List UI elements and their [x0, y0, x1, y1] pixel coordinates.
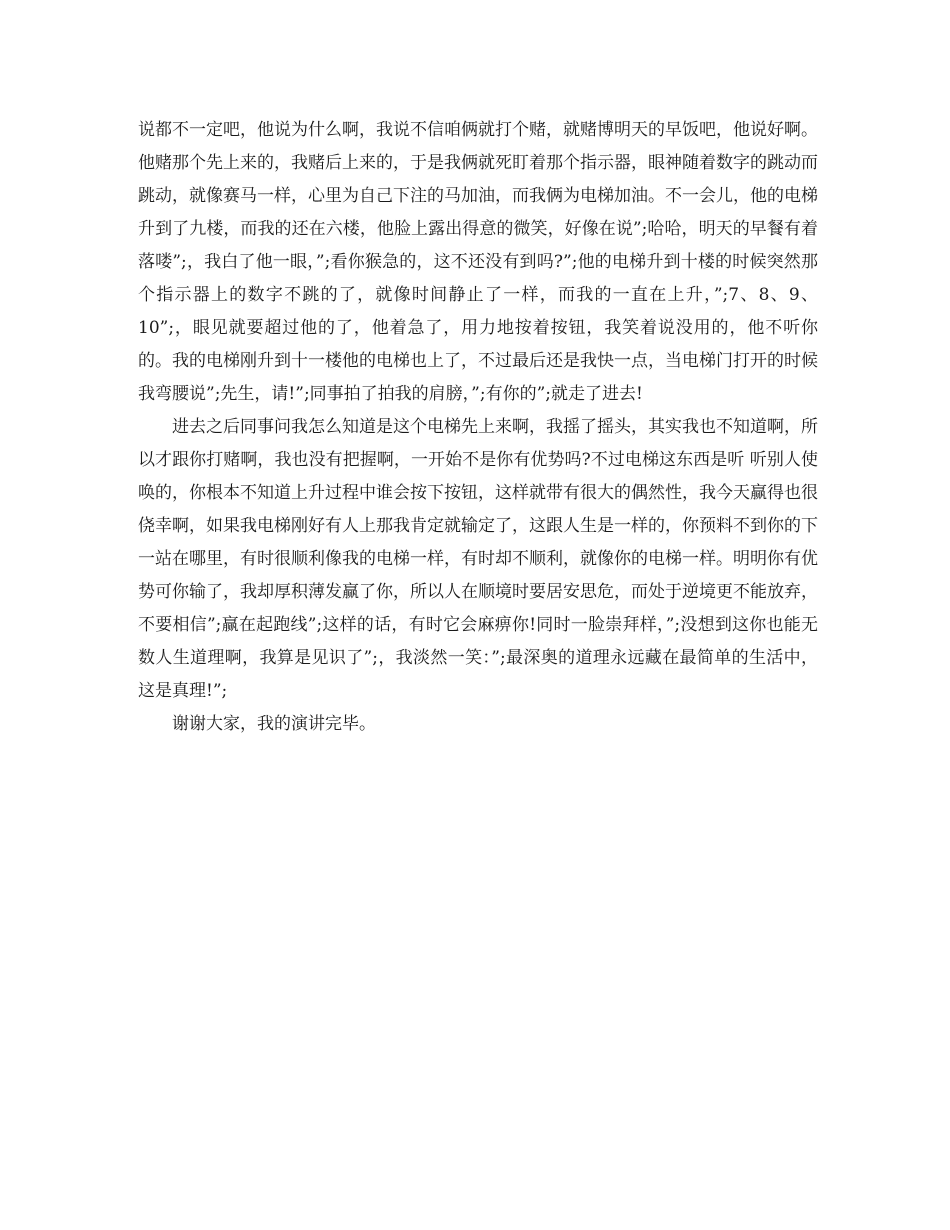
- paragraph-closing: 谢谢大家，我的演讲完毕。: [172, 714, 376, 734]
- paragraph-1: 说都不一定吧，他说为什么啊，我说不信咱俩就打个赌，就赌博明天的早饭吧，他说好啊。他赌那个先上来的，我赌后上来的，于是我俩就死盯着那个指示器，眼神随着数字的跳动而跳动，就像赛马一样，心里为自己下注的马加油，而我俩为电梯加油。不一会儿，他的电梯升到了九楼，而我的还在六楼，他脸上露出得意的微笑，好像在说”;哈哈，明天的早餐有着落喽”;，我白了他一眼，”;看你猴急的，这不还没有到吗?”;他的电梯升到十楼的时候突然那个指示器上的数字不跳的了，就像时间静止了一样，而我的一直在上升，”;7、8、9、10”;，眼见就要超过他的了，他着急了，用力地按着按钮，我笑着说没用的，他不听你的。我的电梯刚升到十一楼他的电梯也上了，不过最后还是我快一点，当电梯门打开的时候我弯腰说”;先生，请!”;同事拍了拍我的肩膀，”;有你的”;就走了进去!: [138, 120, 818, 404]
- paragraph-2: 进去之后同事问我怎么知道是这个电梯先上来啊，我摇了摇头，其实我也不知道啊，所以才跟你打赌啊，我也没有把握啊，一开始不是你有优势吗?不过电梯这东西是听 听别人使唤的，你根本不知道上升过程中谁会按下按钮，这样就带有很大的偶然性，我今天赢得也很侥幸啊，如果我电梯刚好有人上那我肯定就输定了，这跟人生是一样的，你预料不到你的下一站在哪里，有时很顺利像我的电梯一样，有时却不顺利，就像你的电梯一样。明明你有优势可你输了，我却厚积薄发赢了你，所以人在顺境时要居安思危，而处于逆境更不能放弃，不要相信”;赢在起跑线”;这样的话，有时它会麻痹你!同时一脸崇拜样，”;没想到这你也能无数人生道理啊，我算是见识了”;，我淡然一笑：”;最深奥的道理永远藏在最简单的生活中，这是真理!”;: [138, 417, 818, 701]
- document-body: [138, 114, 818, 741]
